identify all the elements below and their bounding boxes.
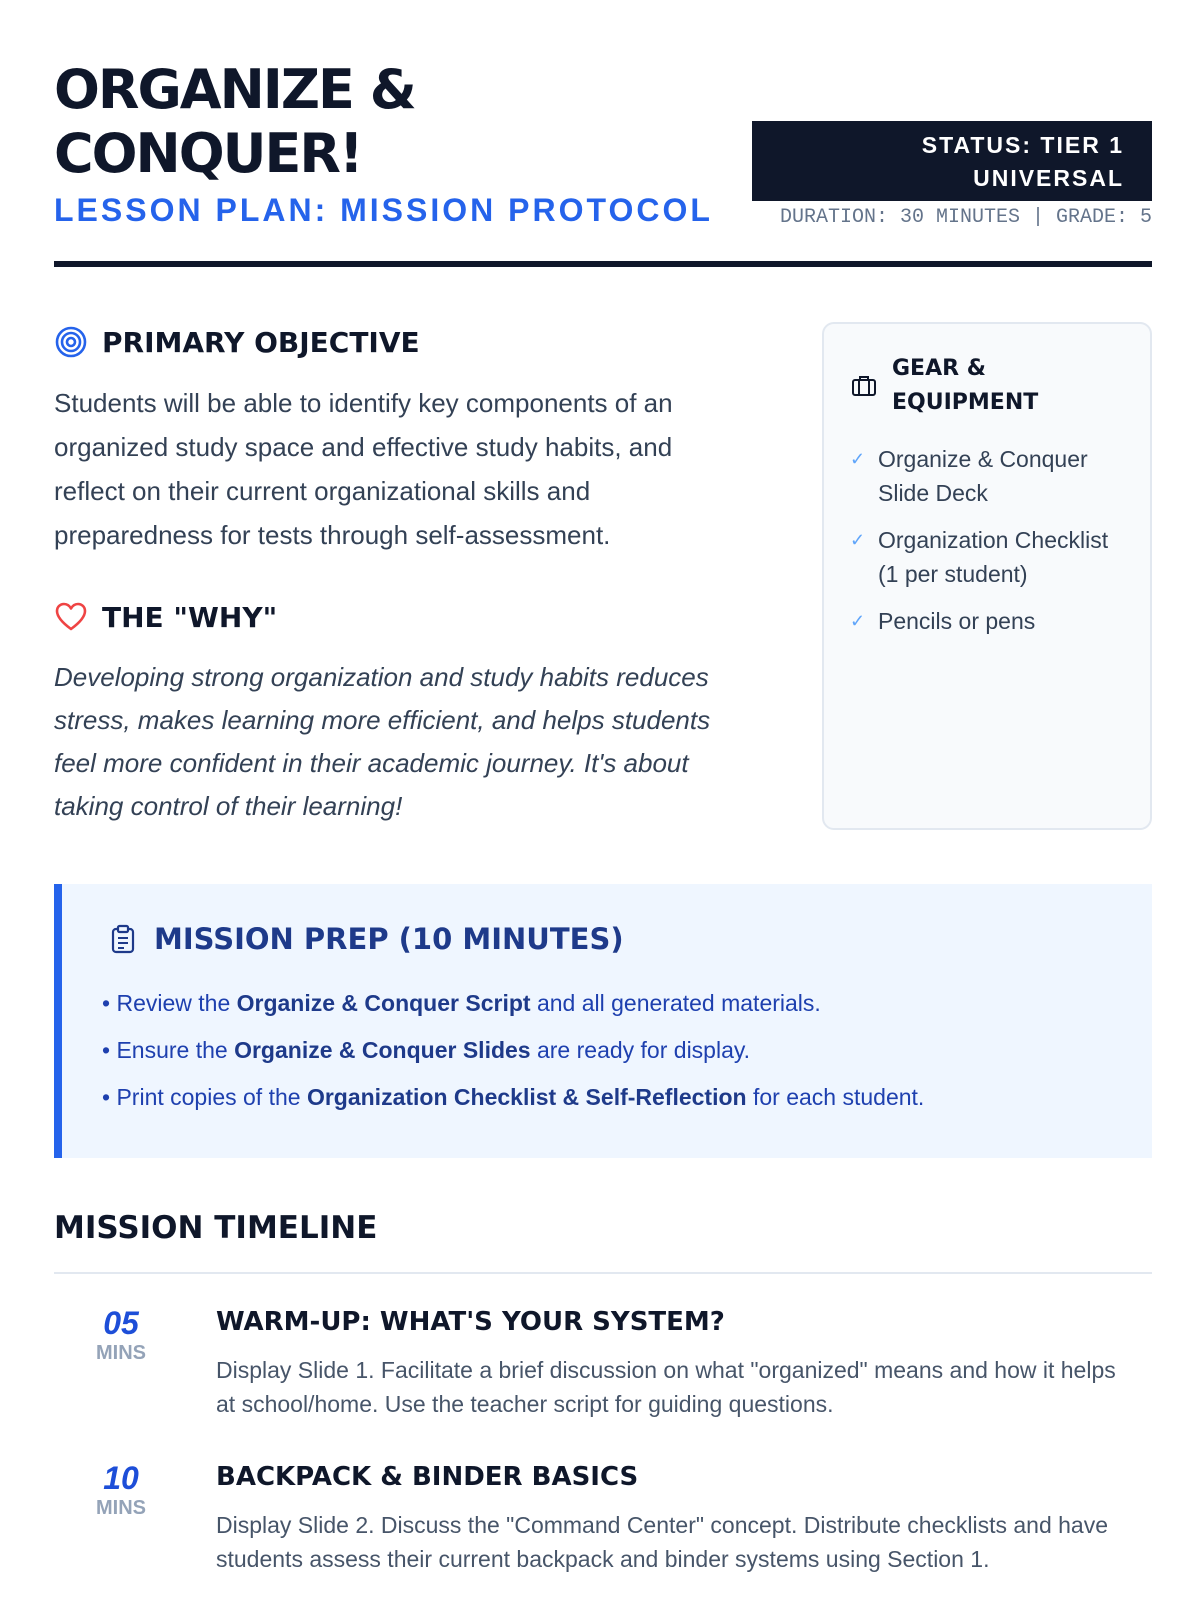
prep-item-text: for each student. <box>746 1084 925 1110</box>
prep-item: • Ensure the Organize & Conquer Slides are ready for display. <box>102 1037 751 1063</box>
timeline-item-title: WARM-UP: WHAT'S YOUR SYSTEM? <box>216 1307 725 1337</box>
page-subtitle: LESSON PLAN: MISSION PROTOCOL <box>54 192 713 228</box>
target-icon <box>54 325 88 359</box>
timeline-item-description: Display Slide 1. Facilitate a brief discussion on what "organized" means and how it helps at school/home. Use the teacher script for guiding questions. <box>216 1357 1116 1417</box>
page-title <box>54 58 694 186</box>
prep-heading <box>108 922 1112 956</box>
duration-unit: MINS <box>96 1342 146 1364</box>
clipboard-icon <box>108 924 138 954</box>
prep-item: • Review the Organize & Conquer Script and all generated materials. <box>102 990 821 1016</box>
prep-item-text: Review the <box>116 990 237 1016</box>
prep-item-text: Print copies of the <box>116 1084 307 1110</box>
check-icon: ✓ <box>850 530 866 550</box>
status-badge <box>752 121 1152 201</box>
prep-item: • Print copies of the Organization Checklist & Self-Reflection for each student. <box>102 1084 925 1110</box>
briefcase-icon <box>850 372 878 400</box>
prep-list <box>102 980 1112 1121</box>
timeline-divider <box>54 1272 1152 1274</box>
mission-prep-box <box>54 884 1152 1158</box>
status-line-2: UNIVERSAL <box>973 165 1124 191</box>
gear-heading <box>850 352 1130 420</box>
gear-item-label: Pencils or pens <box>878 608 1036 634</box>
timeline-heading: MISSION TIMELINE <box>54 1210 378 1246</box>
title-line-1: ORGANIZE & <box>54 58 415 121</box>
duration-number: 10 <box>103 1460 139 1496</box>
prep-item-highlight: Organize & Conquer Script <box>236 990 531 1016</box>
why-heading <box>54 600 277 634</box>
prep-item-text: are ready for display. <box>530 1037 751 1063</box>
duration-unit: MINS <box>96 1497 146 1519</box>
timeline-item-description: Display Slide 2. Discuss the "Command Center" concept. Distribute checklists and have students assess their current backpack and binder systems using Section 1. <box>216 1512 1109 1572</box>
prep-item-highlight: Organize & Conquer Slides <box>234 1037 531 1063</box>
prep-item-text: and all generated materials. <box>530 990 821 1016</box>
lesson-plan-page <box>54 0 1152 1572</box>
gear-item <box>850 523 1130 591</box>
heart-icon <box>54 600 88 634</box>
duration-block <box>54 1305 188 1365</box>
gear-item-label: Organization Checklist (1 per student) <box>878 527 1109 587</box>
gear-item <box>850 604 1130 638</box>
header-divider <box>54 261 1152 267</box>
prep-item-highlight: Organization Checklist & Self-Reflection <box>306 1084 747 1110</box>
prep-item-text: Ensure the <box>116 1037 235 1063</box>
prep-heading-label: MISSION PREP (10 MINUTES) <box>154 922 624 956</box>
gear-equipment-card <box>822 322 1152 830</box>
duration-grade-info: DURATION: 30 MINUTES | GRADE: 5 <box>779 206 1152 229</box>
header <box>54 0 1152 268</box>
why-text: Developing strong organization and study habits reduces stress, makes learning more efficient, and helps students feel more confident in their academic journey. It's about taking control of their learning! <box>54 662 711 821</box>
gear-list <box>850 442 1130 638</box>
check-icon: ✓ <box>850 449 866 469</box>
objective-heading <box>54 325 420 359</box>
objective-text: Students will be able to identify key components of an organized study space and effective study habits, and reflect on their current organizational skills and preparedness for tests through self-assessment. <box>54 388 673 550</box>
gear-heading-line-2: EQUIPMENT <box>892 390 1039 415</box>
gear-item <box>850 442 1130 510</box>
title-line-2: CONQUER! <box>54 122 362 185</box>
duration-block <box>54 1460 188 1520</box>
gear-item-label: Organize & Conquer Slide Deck <box>878 446 1088 506</box>
status-line-1: STATUS: TIER 1 <box>921 132 1124 158</box>
gear-heading-line-1: GEAR & <box>892 356 986 381</box>
timeline-item-title: BACKPACK & BINDER BASICS <box>216 1462 639 1492</box>
duration-number: 05 <box>103 1305 139 1341</box>
why-heading-label: THE "WHY" <box>102 600 278 634</box>
objective-heading-label: PRIMARY OBJECTIVE <box>102 325 420 359</box>
check-icon: ✓ <box>850 611 866 631</box>
